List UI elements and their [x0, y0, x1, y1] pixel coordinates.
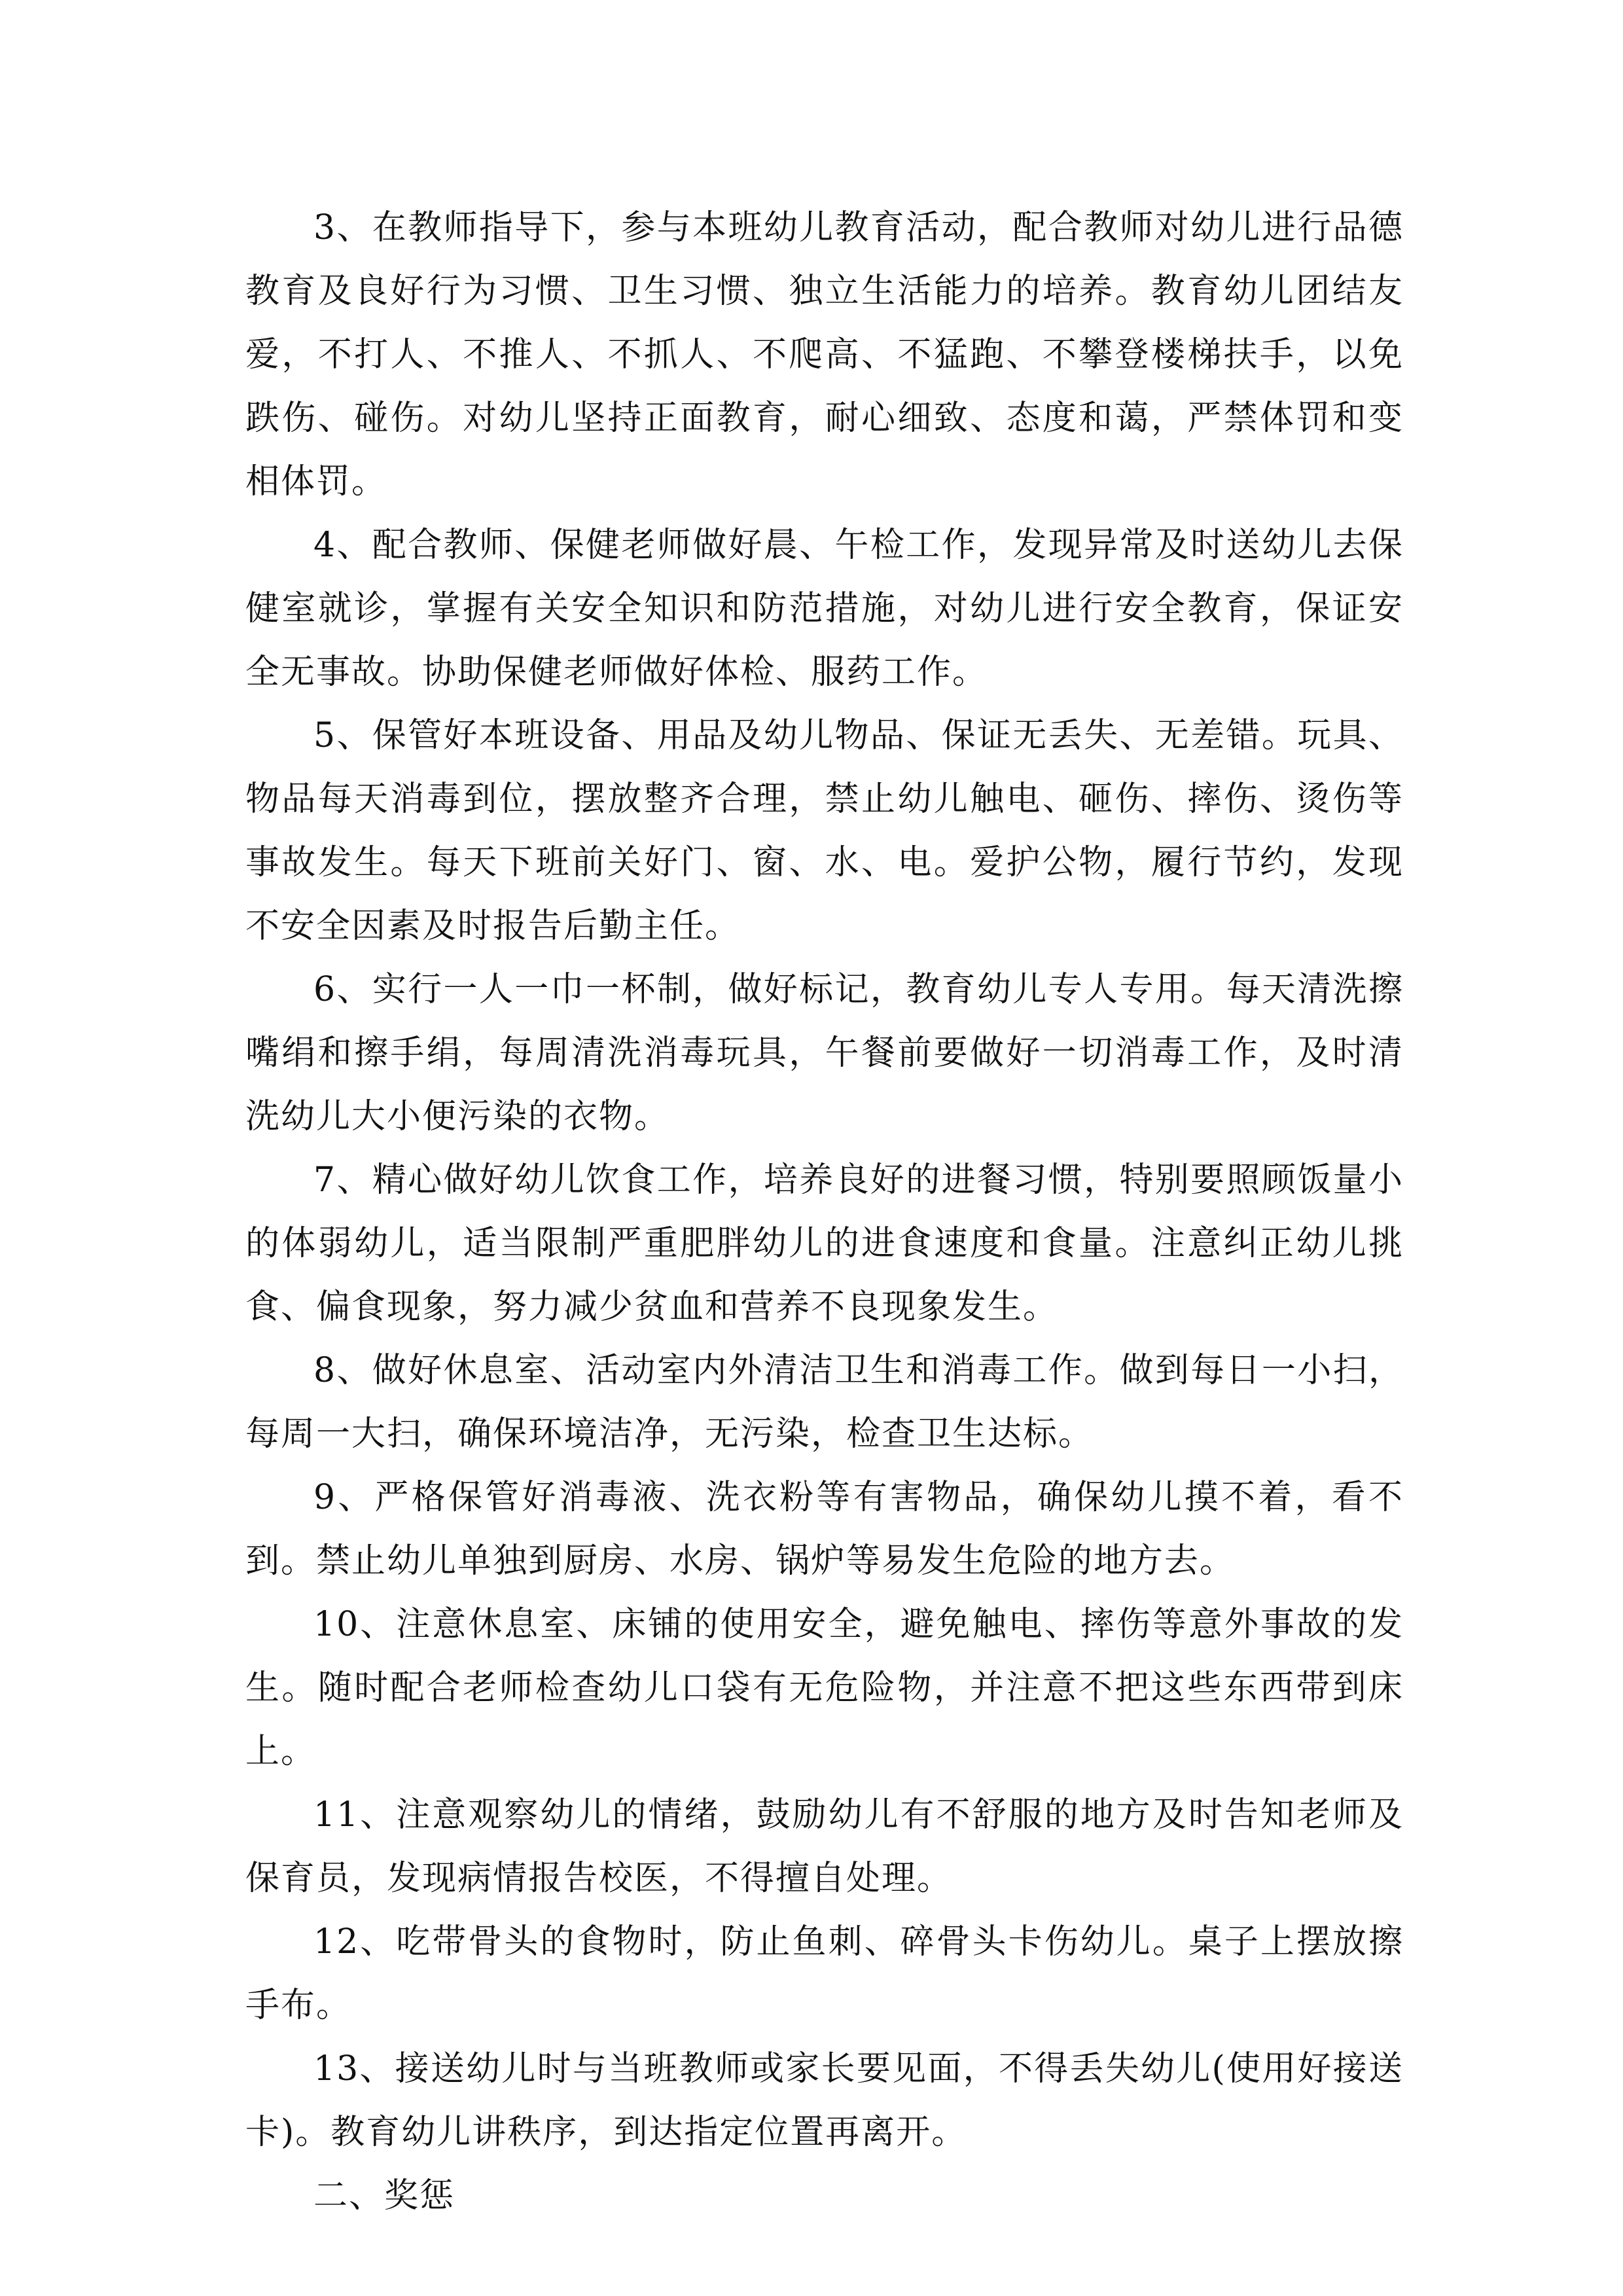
paragraph-item-11: 11、注意观察幼儿的情绪，鼓励幼儿有不舒服的地方及时告知老师及保育员，发现病情报告校医，不得擅自处理。 [245, 1795, 1404, 1898]
paragraph-item-9: 9、严格保管好消毒液、洗衣粉等有害物品，确保幼儿摸不着，看不到。禁止幼儿单独到厨房、水房、锅炉等易发生危险的地方去。 [245, 1478, 1404, 1581]
paragraph-item-4: 4、配合教师、保健老师做好晨、午检工作，发现异常及时送幼儿去保健室就诊，掌握有关安全知识和防范措施，对幼儿进行安全教育，保证安全无事故。协助保健老师做好体检、服药工作。 [245, 526, 1404, 692]
paragraph-item-8: 8、做好休息室、活动室内外清洁卫生和消毒工作。做到每日一小扫，每周一大扫，确保环境洁净，无污染，检查卫生达标。 [245, 1351, 1404, 1454]
paragraph-item-6: 6、实行一人一巾一杯制，做好标记，教育幼儿专人专用。每天清洗擦嘴绢和擦手绢，每周清洗消毒玩具，午餐前要做好一切消毒工作，及时清洗幼儿大小便污染的衣物。 [245, 970, 1404, 1136]
paragraph-item-13: 13、接送幼儿时与当班教师或家长要见面，不得丢失幼儿(使用好接送卡)。教育幼儿讲秩序，到达指定位置再离开。 [245, 2049, 1404, 2152]
paragraph-item-10: 10、注意休息室、床铺的使用安全，避免触电、摔伤等意外事故的发生。随时配合老师检查幼儿口袋有无危险物，并注意不把这些东西带到床上。 [245, 1605, 1404, 1771]
paragraph-item-12: 12、吃带骨头的食物时，防止鱼刺、碎骨头卡伤幼儿。桌子上摆放擦手布。 [245, 1922, 1404, 2025]
paragraph-item-5: 5、保管好本班设备、用品及幼儿物品、保证无丢失、无差错。玩具、物品每天消毒到位，摆放整齐合理，禁止幼儿触电、砸伤、摔伤、烫伤等事故发生。每天下班前关好门、窗、水、电。爱护公物，履行节约，发现不安全因素及时报告后勤主任。 [245, 716, 1404, 946]
paragraph-item-3: 3、在教师指导下，参与本班幼儿教育活动，配合教师对幼儿进行品德教育及良好行为习惯、卫生习惯、独立生活能力的培养。教育幼儿团结友爱，不打人、不推人、不抓人、不爬高、不猛跑、不攀登楼梯扶手，以免跌伤、碰伤。对幼儿坚持正面教育，耐心细致、态度和蔼，严禁体罚和变相体罚。 [245, 208, 1404, 501]
paragraph-item-7: 7、精心做好幼儿饮食工作，培养良好的进餐习惯，特别要照顾饭量小的体弱幼儿，适当限制严重肥胖幼儿的进食速度和食量。注意纠正幼儿挑食、偏食现象，努力减少贫血和营养不良现象发生。 [245, 1160, 1404, 1327]
document-page [245, 196, 1404, 2228]
section-heading-rewards-penalties: 二、奖惩 [313, 2176, 455, 2215]
